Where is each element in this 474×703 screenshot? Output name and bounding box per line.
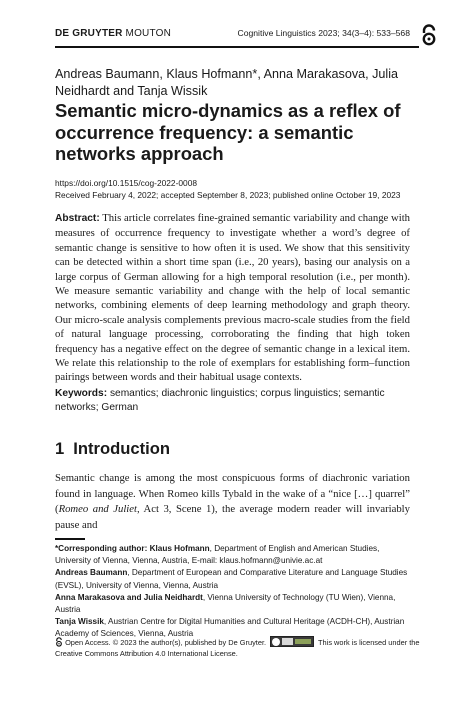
header-rule: [55, 46, 419, 48]
article-title: Semantic micro-dynamics as a reflex of occurrence frequency: a semantic networks approach: [55, 100, 401, 164]
license-text-1: Open Access. © 2023 the author(s), published by De Gruyter.: [65, 638, 267, 647]
publisher-brand: [55, 28, 171, 39]
brand-bold: DE GRUYTER: [55, 28, 123, 39]
footnote-affiliation-text: , Austrian Centre for Digital Humanities and Cultural Heritage (ACDH-CH), Austrian Academy of Sciences, Vienna, Austria: [55, 617, 405, 639]
doi-link[interactable]: https://doi.org/10.1515/cog-2022-0008: [55, 178, 198, 188]
abstract: [55, 211, 410, 385]
abstract-label: Abstract:: [55, 213, 100, 224]
footnote-affiliation-name: Tanja Wissik: [55, 617, 104, 627]
open-access-icon: [420, 24, 438, 46]
footnotes: [55, 543, 415, 641]
running-header: [55, 28, 410, 42]
author-list: Andreas Baumann, Klaus Hofmann*, Anna Marakasova, Julia Neidhardt and Tanja Wissik: [55, 67, 399, 98]
footnote-corresponding-text: , Department of English and American Studies, University of Vienna, Vienna, Austria, E-mail: klaus.hofmann@univie.ac.at: [55, 544, 380, 566]
license-note: [55, 636, 427, 659]
keywords: [55, 387, 415, 416]
footnote-rule: [55, 538, 85, 540]
footnote-affiliation-name: Andreas Baumann: [55, 568, 128, 578]
footnote-affiliation: [55, 567, 415, 591]
section-heading: [55, 439, 170, 459]
cc-by-badge-icon[interactable]: [270, 636, 314, 647]
license-text-2: This work is licensed under the Creative Commons Attribution 4.0 International License.: [55, 638, 420, 658]
article-meta: [55, 177, 435, 201]
brand-light: MOUTON: [125, 28, 172, 39]
intro-text-1: Semantic change is among the most conspicuous forms of diachronic variation found in language. When Romeo kills Tybald in the wake of a “nice […] quarrel” (: [55, 472, 410, 516]
footnote-affiliation: [55, 592, 415, 616]
open-access-small-icon: [55, 637, 63, 647]
keywords-label: Keywords:: [55, 388, 108, 399]
footnote-affiliation-text: , Vienna University of Technology (TU Wien), Vienna, Austria: [55, 592, 396, 615]
intro-text-2: , Act 3, Scene 1), the average modern reader will invariably pause and: [55, 503, 410, 531]
journal-reference: Cognitive Linguistics 2023; 34(3–4): 533–568: [237, 28, 410, 38]
footnote-affiliation-name: Anna Marakasova and Julia Neidhardt: [55, 592, 203, 602]
keywords-text: semantics; diachronic linguistics; corpus linguistics; semantic networks; German: [55, 388, 385, 414]
footnote-affiliation-text: , Department of European and Comparative Literature and Language Studies (EVSL), University of Vienna, Vienna, Austria: [55, 568, 408, 590]
section-title: Introduction: [73, 439, 171, 458]
publication-dates: Received February 4, 2022; accepted September 8, 2023; published online October 19, 2023: [55, 190, 401, 200]
intro-italic-title: Romeo and Juliet: [58, 503, 137, 516]
section-number: 1: [55, 439, 65, 458]
intro-paragraph: [55, 471, 410, 533]
footnote-corresponding-label: *Corresponding author: Klaus Hofmann: [55, 544, 210, 553]
footnote-corresponding: [55, 543, 415, 567]
abstract-text: This article correlates fine-grained semantic variability and change with measures of occurrence frequency to investigate whether a word’s degree of semantic change is sensitive to how often it is used. We show that this sensitivity can be detected within a short time span (i.e., 20 years), basing our analysis on a large corpus of German allowing for a high temporal resolution (i.e., per month). We measure semantic variability and change with the help of local semantic networks, combining elements of deep learning methodology and graph theory. Our micro-scale analysis complements previous macro-scale studies from the field of natural language processing, corroborating the finding that high token frequency has a negative effect on the degree of semantic change in a lexical item. We relate this relationship to the role of exemplars for establishing form–function pairings between words and their habitual usage contexts.: [55, 212, 411, 384]
